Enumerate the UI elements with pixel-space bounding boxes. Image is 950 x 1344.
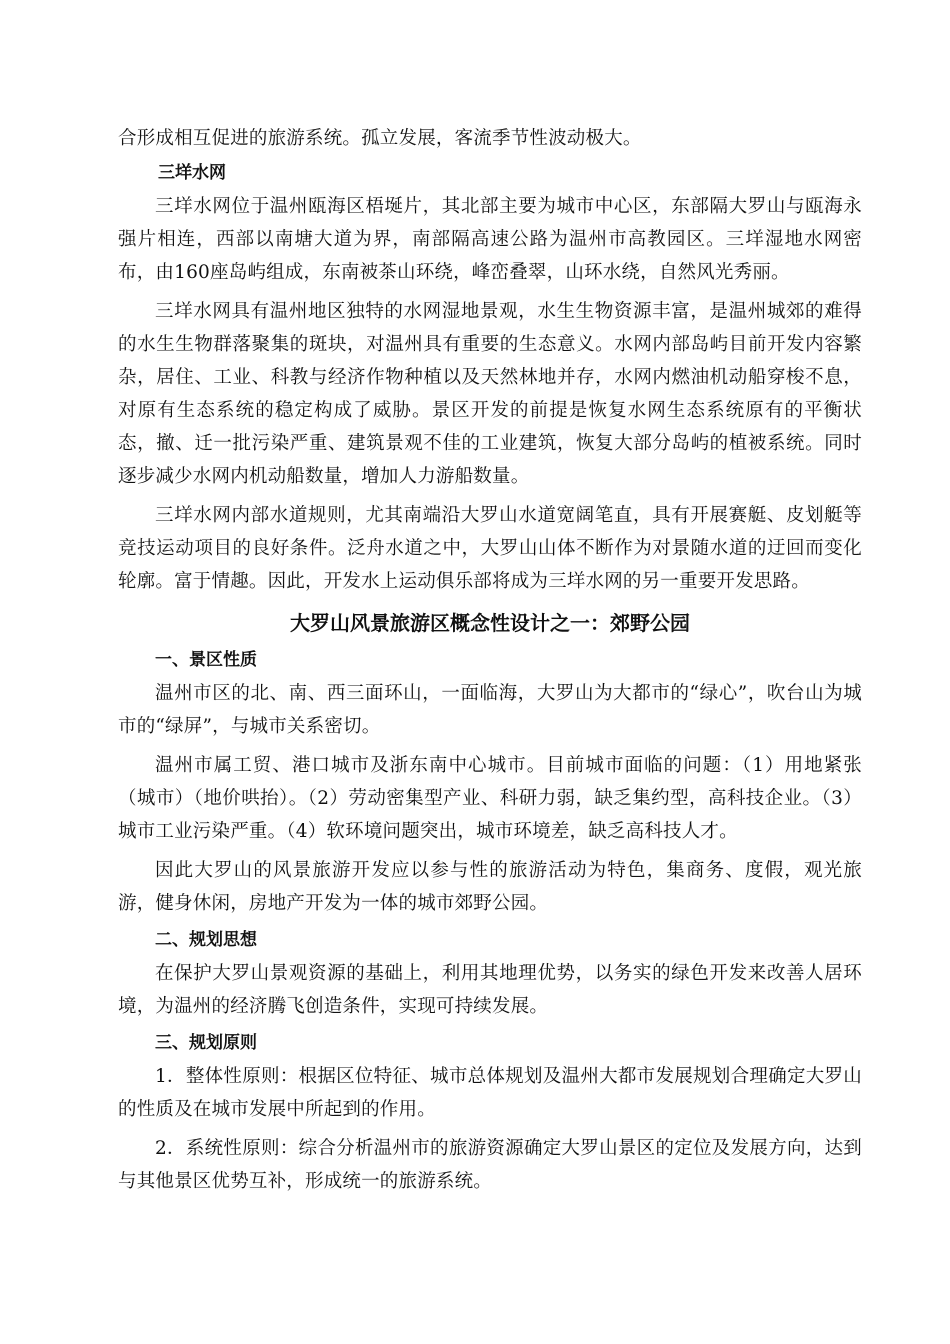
paragraph-sanyang-location: 三垟水网位于温州瓯海区梧埏片，其北部主要为城市中心区，东部隔大罗山与瓯海永强片相连，西部以南塘大道为界，南部隔高速公路为温州市高教园区。三垟湿地水网密布，由160座岛屿组成，东南被茶山环绕，峰峦叠翠，山环水绕，自然风光秀丽。 (118, 196, 862, 283)
heading-scenic-nature: 一、景区性质 (155, 650, 257, 670)
paragraph-city-problems: 温州市属工贸、港口城市及浙东南中心城市。目前城市面临的问题：（1）用地紧张（城市）（地价哄抬）。（2）劳动密集型产业、科研力弱，缺乏集约型，高科技企业。（3）城市工业污染严重。（4）软环境问题突出，城市环境差，缺乏高科技人才。 (118, 755, 862, 842)
paragraph-development-direction: 因此大罗山的风景旅游开发应以参与性的旅游活动为特色，集商务、度假，观光旅游，健身休闲，房地产开发为一体的城市郊野公园。 (118, 860, 862, 914)
paragraph-sanyang-waterway: 三垟水网内部水道规则，尤其南端沿大罗山水道宽阔笔直，具有开展赛艇、皮划艇等竞技运动项目的良好条件。泛舟水道之中，大罗山山体不断作为对景随水道的迂回而变化轮廓。富于情趣。因此，开发水上运动俱乐部将成为三垟水网的另一重要开发思路。 (118, 505, 862, 592)
paragraph-principle-system: 2．系统性原则：综合分析温州市的旅游资源确定大罗山景区的定位及发展方向，达到与其他景区优势互补，形成统一的旅游系统。 (118, 1138, 862, 1192)
document-page (118, 122, 862, 1198)
paragraph-city-mountains: 温州市区的北、南、西三面环山，一面临海，大罗山为大都市的“绿心”，吹台山为城市的“绿屏”，与城市关系密切。 (118, 683, 862, 737)
heading-planning-idea: 二、规划思想 (155, 930, 257, 950)
section-title-suburban-park: 大罗山风景旅游区概念性设计之一：郊野公园 (290, 611, 690, 635)
paragraph-planning-idea: 在保护大罗山景观资源的基础上，利用其地理优势，以务实的绿色开发来改善人居环境，为温州的经济腾飞创造条件，实现可持续发展。 (118, 963, 862, 1017)
heading-planning-principles: 三、规划原则 (155, 1033, 257, 1053)
paragraph-sanyang-ecology: 三垟水网具有温州地区独特的水网湿地景观，水生生物资源丰富，是温州城郊的难得的水生生物群落聚集的斑块，对温州具有重要的生态意义。水网内部岛屿目前开发内容繁杂，居住、工业、科教与经济作物种植以及天然林地并存，水网内燃油机动船穿梭不息，对原有生态系统的稳定构成了威胁。景区开发的前提是恢复水网生态系统原有的平衡状态，撤、迁一批污染严重、建筑景观不佳的工业建筑，恢复大部分岛屿的植被系统。同时逐步减少水网内机动船数量，增加人力游船数量。 (118, 301, 862, 487)
heading-sanyang-water-network: 三垟水网 (158, 163, 226, 183)
paragraph-continuation: 合形成相互促进的旅游系统。孤立发展，客流季节性波动极大。 (118, 128, 642, 149)
paragraph-principle-integrity: 1．整体性原则：根据区位特征、城市总体规划及温州大都市发展规划合理确定大罗山的性质及在城市发展中所起到的作用。 (118, 1066, 862, 1120)
